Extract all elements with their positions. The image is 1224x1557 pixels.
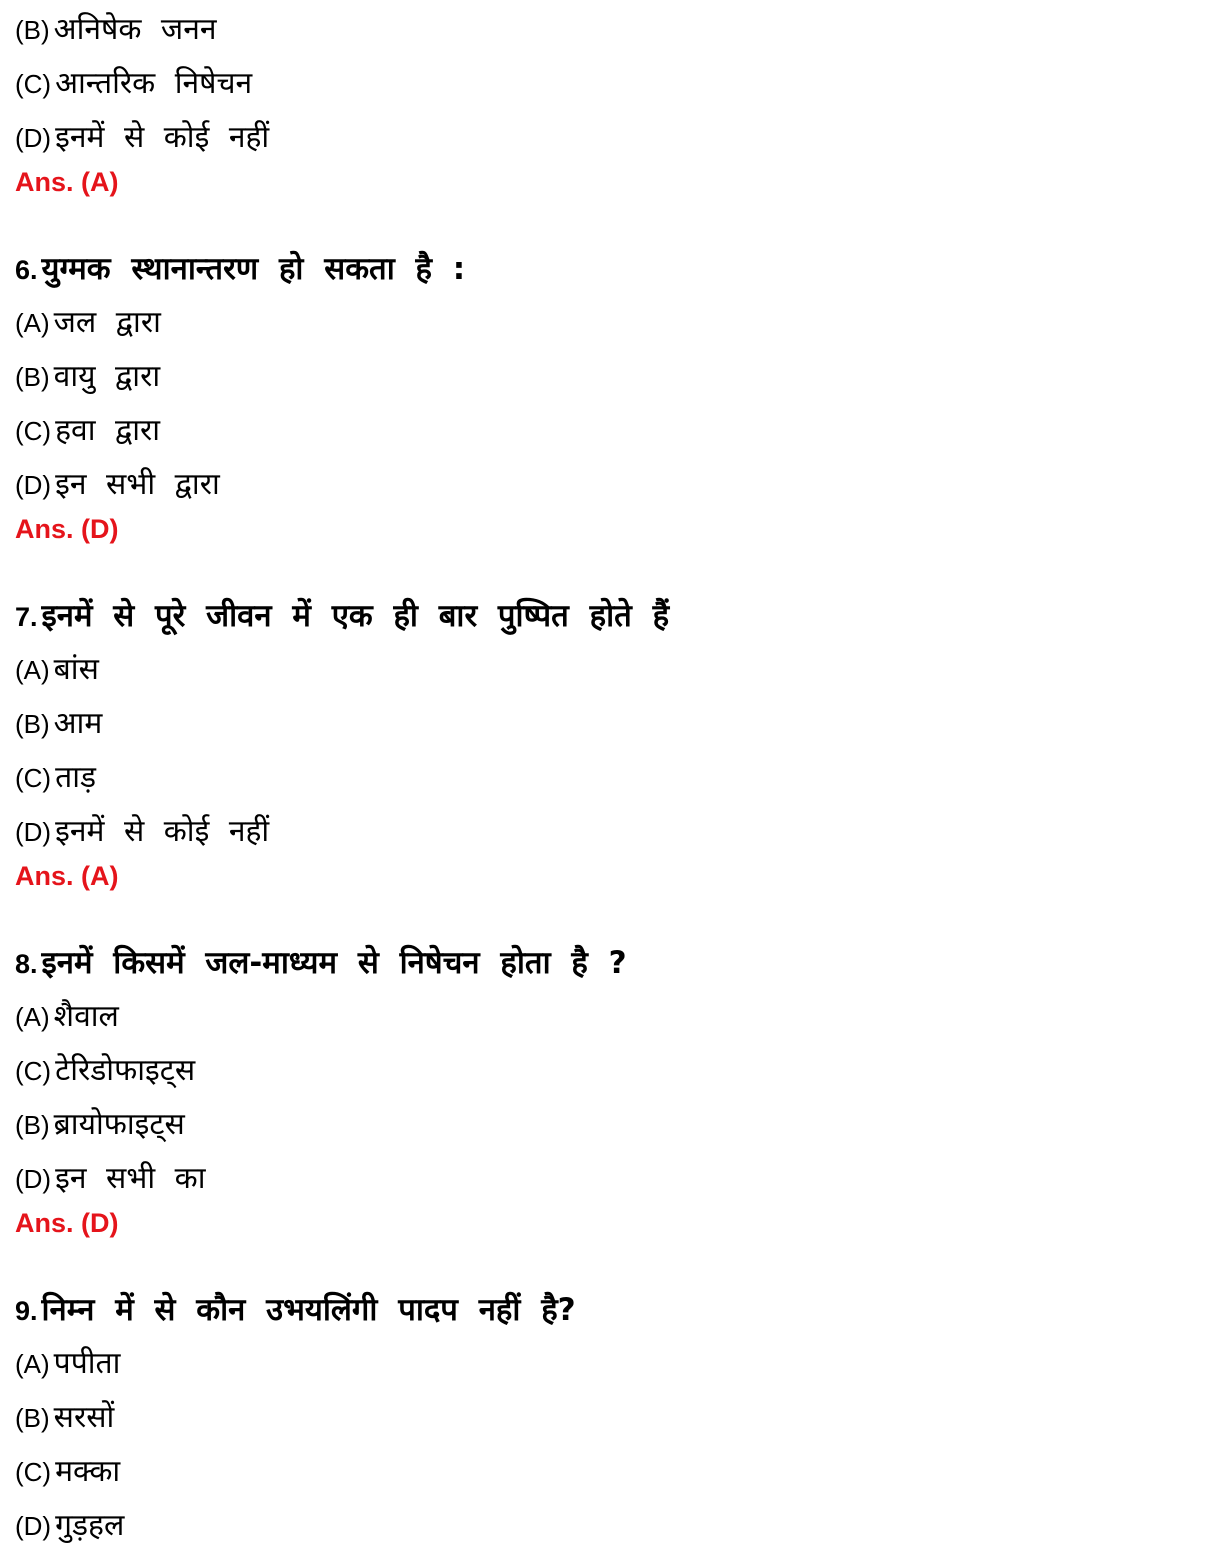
q5-option-c: [15, 64, 252, 104]
option-text: मक्का: [55, 1454, 121, 1489]
q6-option-d: [15, 465, 220, 505]
option-label: (B): [15, 1403, 50, 1433]
option-text: हवा द्वारा: [55, 413, 161, 448]
option-text: पपीता: [53, 1346, 121, 1381]
option-label: (B): [15, 1110, 50, 1140]
option-label: (A): [15, 1002, 50, 1032]
option-label: (C): [15, 1457, 52, 1487]
option-label: (D): [15, 817, 52, 847]
q7-option-d: [15, 812, 269, 852]
q6-option-a: [15, 303, 161, 343]
q9-option-b: [15, 1398, 114, 1438]
q9-option-a: [15, 1344, 120, 1384]
option-label: (A): [15, 308, 50, 338]
option-label: (C): [15, 763, 52, 793]
q8-option-d: [15, 1159, 206, 1199]
question-number: 9.: [15, 1296, 38, 1326]
question-number: 7.: [15, 602, 38, 632]
option-text: इनमें से कोई नहीं: [55, 814, 270, 849]
q6-option-b: [15, 357, 160, 397]
option-label: (A): [15, 1349, 50, 1379]
q8-answer: Ans. (D): [15, 1208, 119, 1238]
option-text: शैवाल: [53, 999, 119, 1034]
question-text: इनमें से पूरे जीवन में एक ही बार पुष्पित होते हैं: [41, 598, 670, 634]
q7-option-b: [15, 704, 102, 744]
option-text: ताड़: [55, 760, 97, 795]
q5-answer: Ans. (A): [15, 167, 119, 197]
q9-question: [15, 1290, 576, 1330]
q8-option-c: [15, 1051, 195, 1091]
q5-option-d: [15, 118, 269, 158]
option-label: (C): [15, 1056, 52, 1086]
option-text: इन सभी का: [55, 1161, 206, 1196]
q7-option-a: [15, 650, 99, 690]
option-text: बांस: [53, 652, 99, 687]
option-text: इन सभी द्वारा: [55, 467, 220, 502]
q7-option-c: [15, 758, 96, 798]
q6-option-c: [15, 411, 160, 451]
option-text: इनमें से कोई नहीं: [55, 120, 270, 155]
option-text: गुड़हल: [55, 1508, 125, 1543]
option-text: अनिषेक जनन: [53, 12, 217, 47]
option-label: (D): [15, 1164, 52, 1194]
q8-option-a: [15, 997, 119, 1037]
option-text: आन्तरिक निषेचन: [55, 66, 253, 101]
option-text: जल द्वारा: [53, 305, 161, 340]
question-number: 6.: [15, 255, 38, 285]
question-number: 8.: [15, 949, 38, 979]
q7-question: [15, 596, 669, 636]
option-text: टेरिडोफाइट्स: [55, 1053, 196, 1088]
option-text: ब्रायोफाइट्स: [53, 1107, 185, 1142]
option-text: वायु द्वारा: [53, 359, 161, 394]
q5-option-b: [15, 10, 217, 50]
question-text: निम्न में से कौन उभयलिंगी पादप नहीं है?: [41, 1292, 576, 1328]
option-label: (B): [15, 15, 50, 45]
question-text: इनमें किसमें जल-माध्यम से निषेचन होता है ?: [41, 945, 627, 981]
option-label: (D): [15, 1511, 52, 1541]
q9-option-d: [15, 1506, 124, 1546]
question-text: युग्मक स्थानान्तरण हो सकता है :: [41, 251, 466, 287]
option-label: (C): [15, 69, 52, 99]
q7-answer: Ans. (A): [15, 861, 119, 891]
option-label: (B): [15, 709, 50, 739]
option-label: (D): [15, 470, 52, 500]
option-text: आम: [53, 706, 103, 741]
q6-question: [15, 249, 465, 289]
option-label: (B): [15, 362, 50, 392]
q6-answer: Ans. (D): [15, 514, 119, 544]
q9-option-c: [15, 1452, 120, 1492]
q8-option-b: [15, 1105, 185, 1145]
option-label: (D): [15, 123, 52, 153]
option-text: सरसों: [53, 1400, 115, 1435]
option-label: (A): [15, 655, 50, 685]
q8-question: [15, 943, 627, 983]
option-label: (C): [15, 416, 52, 446]
